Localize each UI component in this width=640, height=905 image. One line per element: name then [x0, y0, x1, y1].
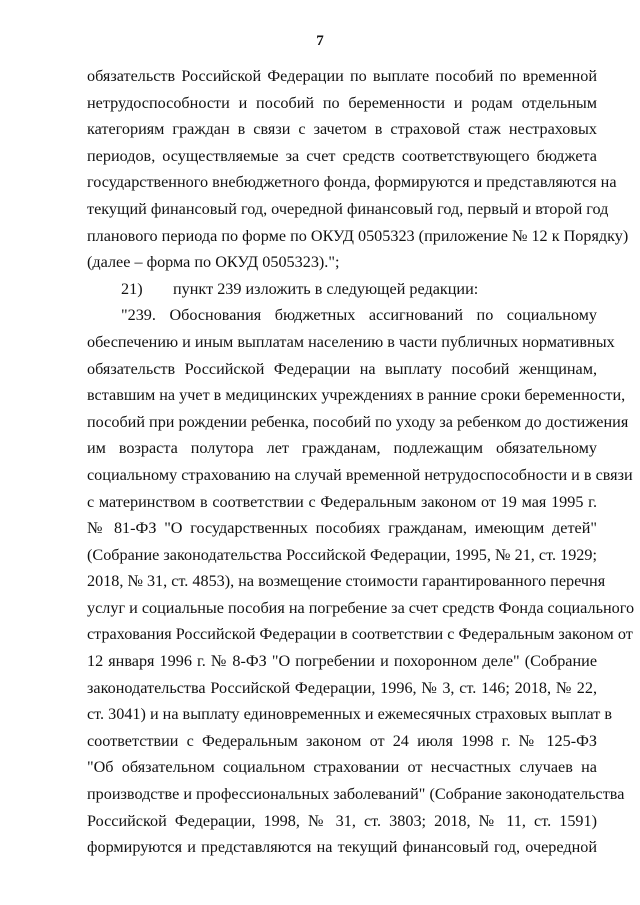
text-line: им возраста полутора лет гражданам, подлежащим обязательному: [87, 439, 597, 458]
list-item-line: [87, 276, 597, 303]
text-line: страхования Российской Федерации в соответствии с Федеральным законом от: [87, 625, 633, 644]
list-item-number: 21): [121, 279, 143, 298]
text-line: вставшим на учет в медицинских учреждениях в ранние сроки беременности,: [87, 386, 626, 405]
text-line: текущий финансовый год, очередной финансовый год, первый и второй год: [87, 199, 609, 218]
text-line: с материнством в соответствии с Федеральным законом от 19 мая 1995 г.: [87, 492, 597, 511]
paragraph-239: [87, 302, 635, 860]
text-line: № 81-ФЗ "О государственных пособиях гражданам, имеющим детей": [87, 519, 597, 538]
paragraph-continuation: [87, 63, 629, 276]
text-line: пособий при рождении ребенка, пособий по уходу за ребенком до достижения: [87, 412, 629, 431]
text-line: (Собрание законодательства Российской Федерации, 1995, № 21, ст. 1929;: [87, 545, 597, 564]
page-number: 7: [316, 33, 324, 49]
text-line: (далее – форма по ОКУД 0505323).";: [87, 253, 340, 272]
list-item-text: пункт 239 изложить в следующей редакции:: [173, 279, 479, 298]
text-line: услуг и социальные пособия на погребение за счет средств Фонда социального: [87, 598, 635, 617]
text-line: производстве и профессиональных заболеваний" (Собрание законодательства: [87, 785, 625, 804]
text-line: 12 января 1996 г. № 8-ФЗ "О погребении и похоронном деле" (Собрание: [87, 652, 597, 671]
text-line: соответствии с Федеральным законом от 24 июля 1998 г. № 125-ФЗ: [87, 731, 597, 750]
text-line: Российской Федерации, 1998, № 31, ст. 3803; 2018, № 11, ст. 1591): [87, 811, 597, 830]
list-item-21: [87, 276, 597, 303]
text-line: государственного внебюджетного фонда, формируются и представляются на: [87, 173, 617, 192]
text-line: нетрудоспособности и пособий по беременности и родам отдельным: [87, 93, 597, 112]
text-line: периодов, осуществляемые за счет средств соответствующего бюджета: [87, 146, 597, 165]
text-line: законодательства Российской Федерации, 1996, № 3, ст. 146; 2018, № 22,: [87, 678, 597, 697]
text-line: обязательств Российской Федерации по выплате пособий по временной: [87, 67, 597, 85]
document-body: [87, 63, 635, 861]
text-line: социальному страхованию на случай временной нетрудоспособности и в связи: [87, 465, 633, 484]
text-line: "Об обязательном социальном страховании от несчастных случаев на: [87, 758, 597, 777]
text-line: категориям граждан в связи с зачетом в страховой стаж нестраховых: [87, 120, 597, 139]
text-line: "239. Обоснования бюджетных ассигнований по социальному: [121, 306, 597, 325]
text-line: 2018, № 31, ст. 4853), на возмещение стоимости гарантированного перечня: [87, 572, 606, 591]
text-line: планового периода по форме по ОКУД 0505323 (приложение № 12 к Порядку): [87, 226, 629, 245]
text-line: обеспечению и иным выплатам населению в части публичных нормативных: [87, 332, 615, 351]
text-line: ст. 3041) и на выплату единовременных и ежемесячных страховых выплат в: [87, 705, 612, 724]
text-line: формируются и представляются на текущий финансовый год, очередной: [87, 838, 597, 857]
text-line: обязательств Российской Федерации на выплату пособий женщинам,: [87, 359, 597, 378]
